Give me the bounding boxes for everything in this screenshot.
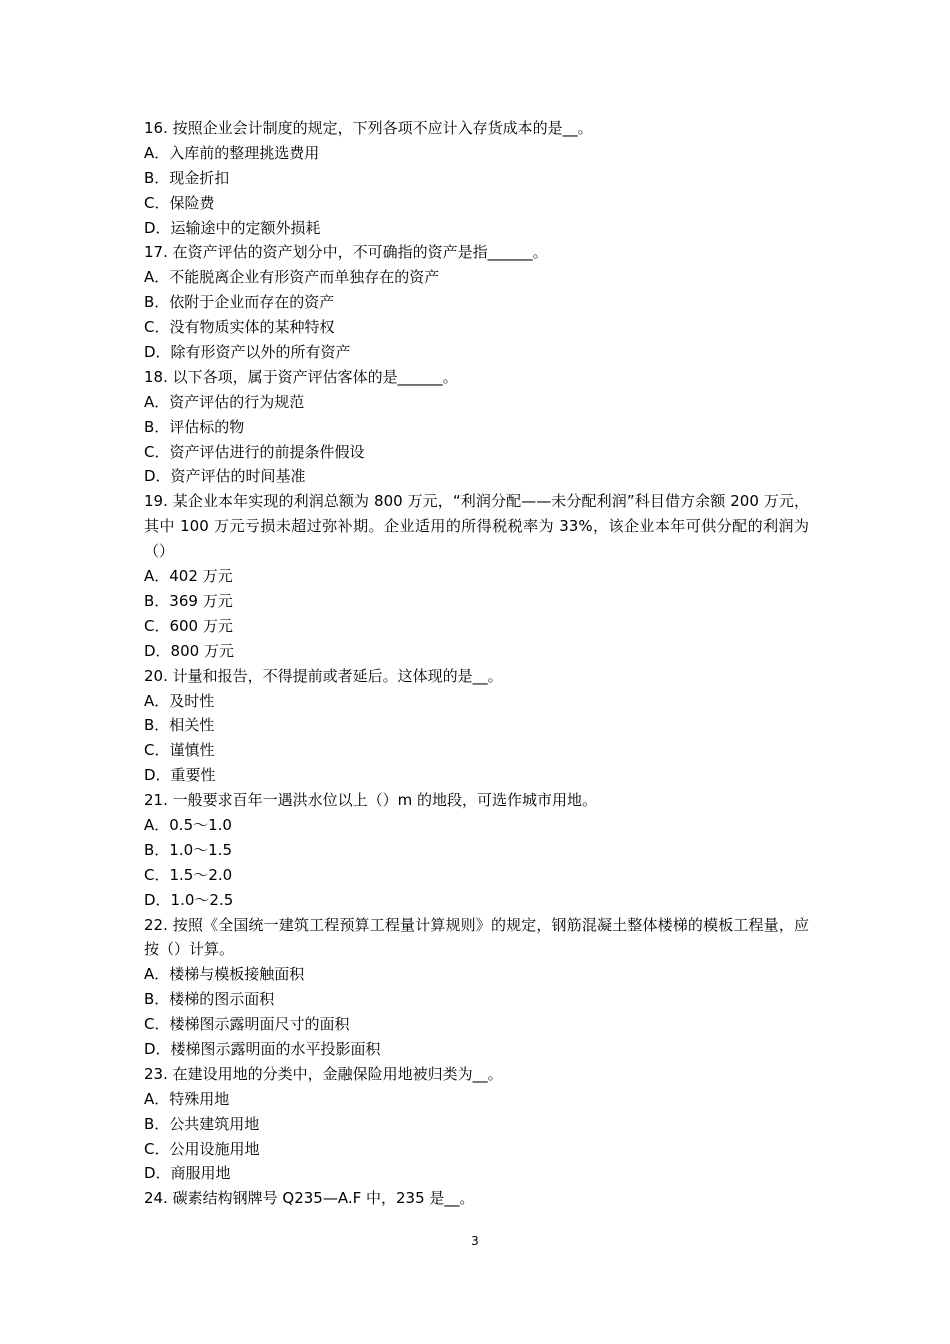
option-c: C．保险费: [144, 193, 215, 212]
option-c: C．楼梯图示露明面尺寸的面积: [144, 1015, 350, 1034]
question-text: 24. 碳素结构钢牌号 Q235—A.F 中，235 是__。: [144, 1189, 475, 1208]
question-20: [144, 664, 809, 788]
page-number: 3: [471, 1234, 479, 1248]
option-d: D．楼梯图示露明面的水平投影面积: [144, 1040, 381, 1059]
question-18: [144, 365, 809, 489]
option-a: A．及时性: [144, 691, 215, 710]
question-text: 21. 一般要求百年一遇洪水位以上（）m 的地段，可选作城市用地。: [144, 791, 598, 810]
question-text: 18. 以下各项，属于资产评估客体的是______。: [144, 367, 458, 386]
option-c: C．谨慎性: [144, 741, 215, 760]
option-d: D．800 万元: [144, 641, 234, 660]
option-a: A．资产评估的行为规范: [144, 392, 305, 411]
option-d: D．商服用地: [144, 1164, 231, 1183]
option-d: D．重要性: [144, 766, 216, 785]
option-d: D．资产评估的时间基准: [144, 467, 306, 486]
question-list: [144, 116, 809, 1211]
option-b: B．1.0～1.5: [144, 840, 233, 859]
option-b: B．依附于企业而存在的资产: [144, 293, 335, 312]
option-d: D．除有形资产以外的所有资产: [144, 343, 351, 362]
question-16: [144, 116, 809, 240]
question-19: [144, 489, 809, 663]
option-d: D．1.0～2.5: [144, 890, 234, 909]
option-c: C．1.5～2.0: [144, 865, 233, 884]
option-b: B．楼梯的图示面积: [144, 990, 275, 1009]
option-a: A．入库前的整理挑选费用: [144, 143, 320, 162]
question-22: [144, 913, 809, 1062]
question-text: 23. 在建设用地的分类中，金融保险用地被归类为__。: [144, 1064, 503, 1083]
option-b: B．现金折扣: [144, 168, 230, 187]
question-24: [144, 1186, 809, 1211]
option-d: D．运输途中的定额外损耗: [144, 218, 321, 237]
option-b: B．相关性: [144, 716, 215, 735]
option-a: A．402 万元: [144, 567, 233, 586]
question-text: 19. 某企业本年实现的利润总额为 800 万元，“利润分配——未分配利润”科目借方余额 200 万元，其中 100 万元亏损未超过弥补期。企业适用的所得税税率为 33%，该企业本年可供分配的利润为（）: [144, 492, 809, 561]
option-c: C．公用设施用地: [144, 1139, 260, 1158]
option-a: A．特殊用地: [144, 1089, 230, 1108]
question-text: 22. 按照《全国统一建筑工程预算工程量计算规则》的规定，钢筋混凝土整体楼梯的模板工程量，应按（）计算。: [144, 915, 809, 959]
option-a: A．不能脱离企业有形资产而单独存在的资产: [144, 268, 440, 287]
question-17: [144, 240, 809, 364]
option-c: C．没有物质实体的某种特权: [144, 318, 335, 337]
question-text: 16. 按照企业会计制度的规定，下列各项不应计入存货成本的是__。: [144, 119, 593, 137]
option-b: B．公共建筑用地: [144, 1114, 260, 1133]
option-b: B．评估标的物: [144, 417, 245, 436]
option-c: C．600 万元: [144, 616, 233, 635]
question-21: [144, 788, 809, 912]
option-a: A．0.5～1.0: [144, 815, 232, 834]
option-a: A．楼梯与模板接触面积: [144, 965, 305, 984]
option-b: B．369 万元: [144, 591, 233, 610]
question-text: 17. 在资产评估的资产划分中，不可确指的资产是指______。: [144, 243, 548, 262]
option-c: C．资产评估进行的前提条件假设: [144, 442, 365, 461]
question-23: [144, 1062, 809, 1186]
question-text: 20. 计量和报告，不得提前或者延后。这体现的是__。: [144, 666, 503, 685]
